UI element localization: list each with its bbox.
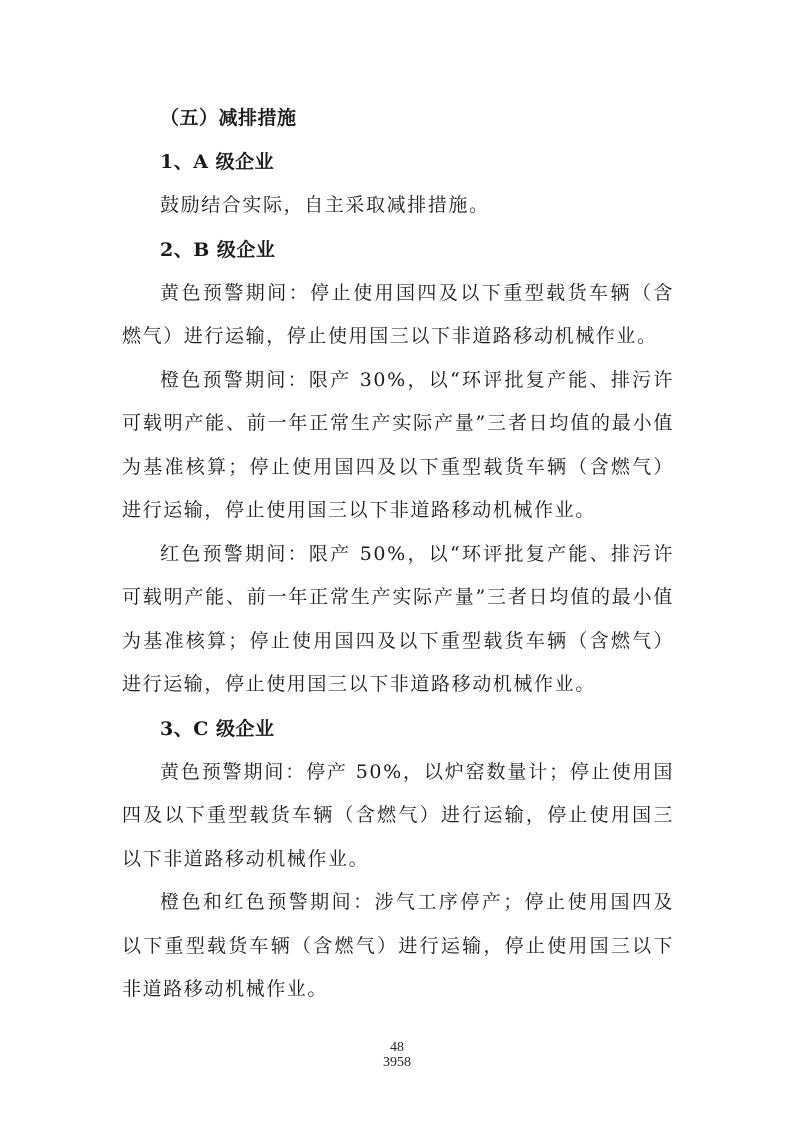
grade-c-heading: 3、C 级企业	[160, 717, 275, 740]
grade-b-orange-alert-paragraph: 橙色预警期间：限产 30%，以“环评批复产能、排污许可载明产能、前一年正常生产实际产量”三者日均值的最小值为基准核算；停止使用国四及以下重型载货车辆（含燃气）进行运输，停止使用国三以下非道路移动机械作业。	[122, 368, 674, 521]
global-page-number: 3958	[383, 1055, 411, 1070]
section-title: （五）减排措施	[160, 107, 297, 129]
grade-a-heading: 1、A 级企业	[160, 151, 275, 173]
grade-b-yellow-alert-paragraph: 黄色预警期间：停止使用国四及以下重型载货车辆（含燃气）进行运输，停止使用国三以下非道路移动机械作业。	[122, 281, 674, 347]
grade-c-orange-red-alert-paragraph: 橙色和红色预警期间：涉气工序停产；停止使用国四及以下重型载货车辆（含燃气）进行运输，停止使用国三以下非道路移动机械作业。	[122, 891, 674, 1000]
grade-a-paragraph-1: 鼓励结合实际，自主采取减排措施。	[160, 194, 490, 216]
grade-b-red-alert-paragraph: 红色预警期间：限产 50%，以“环评批复产能、排污许可载明产能、前一年正常生产实际产量”三者日均值的最小值为基准核算；停止使用国四及以下重型载货车辆（含燃气）进行运输，停止使用国三以下非道路移动机械作业。	[122, 542, 674, 695]
grade-c-yellow-alert-paragraph: 黄色预警期间：停产 50%，以炉窑数量计；停止使用国四及以下重型载货车辆（含燃气）进行运输，停止使用国三以下非道路移动机械作业。	[122, 760, 674, 870]
page-number: 48	[390, 1040, 404, 1055]
page-body	[122, 96, 674, 1012]
grade-b-heading: 2、B 级企业	[160, 238, 276, 261]
